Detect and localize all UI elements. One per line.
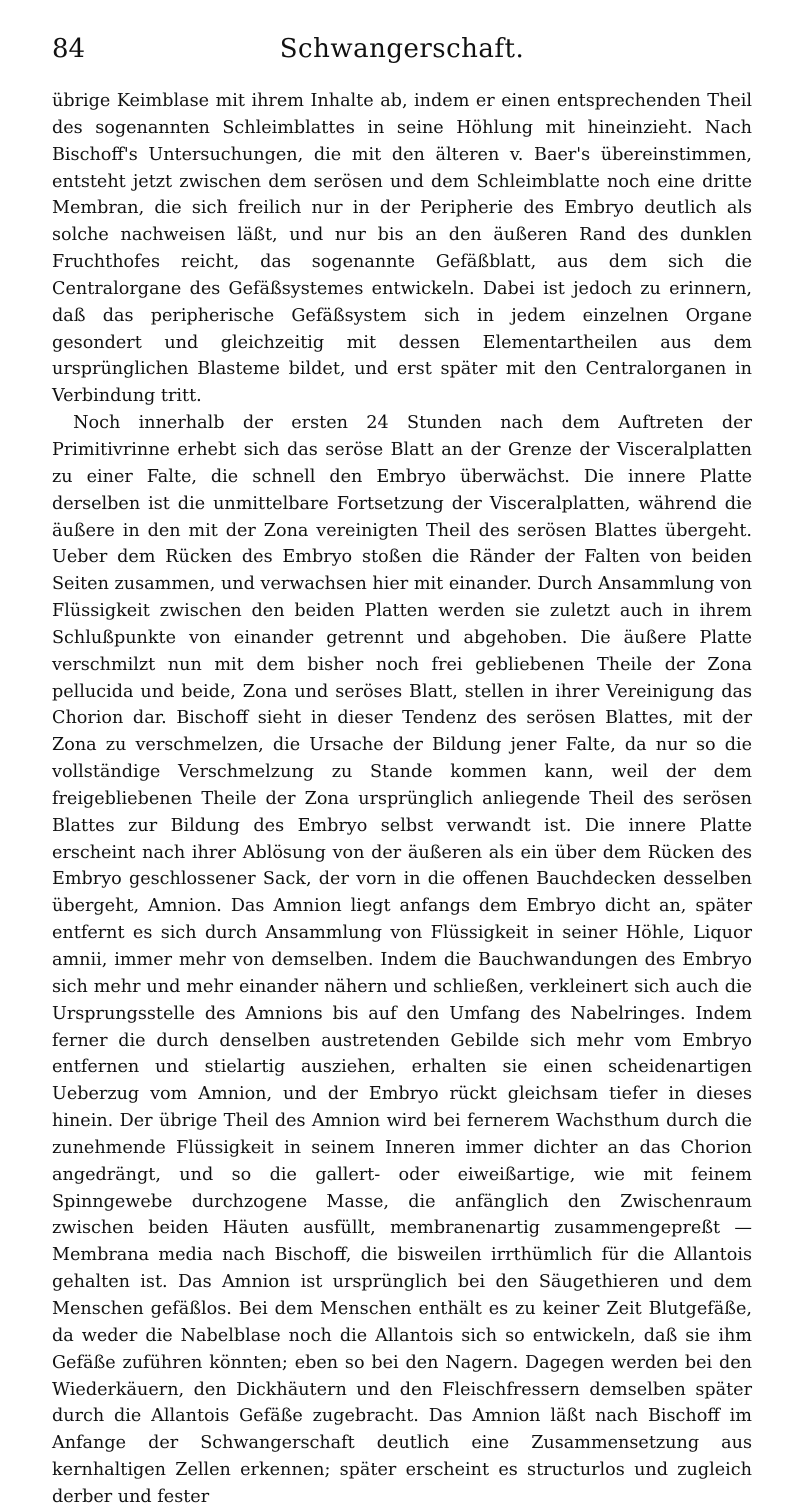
page-number: 84	[52, 34, 86, 64]
body-text	[52, 88, 752, 1511]
paragraph: übrige Keimblase mit ihrem Inhalte ab, indem er einen entsprechenden Theil des sogenannten Schleimblattes in seine Höhlung mit hineinzieht. Nach Bischoff's Untersuchungen, die mit den älteren v. Baer's übereinstimmen, entsteht jetzt zwischen dem serösen und dem Schleimblatte noch eine dritte Membran, die sich freilich nur in der Peripherie des Embryo deutlich als solche nachweisen läßt, und nur bis an den äußeren Rand des dunklen Fruchthofes reicht, das sogenannte Gefäßblatt, aus dem sich die Centralorgane des Gefäßsystemes entwickeln. Dabei ist jedoch zu erinnern, daß das peripherische Gefäßsystem sich in jedem einzelnen Organe gesondert und gleichzeitig mit dessen Elementartheilen aus dem ursprünglichen Blasteme bildet, und erst später mit den Centralorganen in Verbindung tritt.	[52, 91, 752, 407]
running-head: Schwangerschaft.	[279, 34, 525, 64]
page-header	[52, 34, 752, 68]
paragraph: Noch innerhalb der ersten 24 Stunden nach dem Auftreten der Primitivrinne erhebt sich das seröse Blatt an der Grenze der Visceralplatten zu einer Falte, die schnell den Embryo überwächst. Die innere Platte derselben ist die unmittelbare Fortsetzung der Visceralplatten, während die äußere in den mit der Zona vereinigten Theil des serösen Blattes übergeht. Ueber dem Rücken des Embryo stoßen die Ränder der Falten von beiden Seiten zusammen, und verwachsen hier mit einander. Durch Ansammlung von Flüssigkeit zwischen den beiden Platten werden sie zuletzt auch in ihrem Schlußpunkte von einander getrennt und abgehoben. Die äußere Platte verschmilzt nun mit dem bisher noch frei gebliebenen Theile der Zona pellucida und beide, Zona und seröses Blatt, stellen in ihrer Vereinigung das Chorion dar. Bischoff sieht in dieser Tendenz des serösen Blattes, mit der Zona zu verschmelzen, die Ursache der Bildung jener Falte, da nur so die vollständige Verschmelzung zu Stande kommen kann, weil der dem freigebliebenen Theile der Zona ursprünglich anliegende Theil des serösen Blattes zur Bildung des Embryo selbst verwandt ist. Die innere Platte erscheint nach ihrer Ablösung von der äußeren als ein über dem Rücken des Embryo geschlossener Sack, der vorn in die offenen Bauchdecken desselben übergeht, Amnion. Das Amnion liegt anfangs dem Embryo dicht an, später entfernt es sich durch Ansammlung von Flüssigkeit in seiner Höhle, Liquor amnii, immer mehr von demselben. Indem die Bauchwandungen des Embryo sich mehr und mehr einander nähern und schließen, verkleinert sich auch die Ursprungsstelle des Amnions bis auf den Umfang des Nabelringes. Indem ferner die durch denselben austretenden Gebilde sich mehr vom Embryo entfernen und stielartig ausziehen, erhalten sie einen scheidenartigen Ueberzug vom Amnion, und der Embryo rückt gleichsam tiefer in dieses hinein. Der übrige Theil des Amnion wird bei fernerem Wachsthum durch die zunehmende Flüssigkeit in seinem Inneren immer dichter an das Chorion angedrängt, und so die gallert- oder eiweißartige, wie mit feinem Spinngewebe durchzogene Masse, die anfänglich den Zwischenraum zwischen beiden Häuten ausfüllt, membranenartig zusammengepreßt — Membrana media nach Bischoff, die bisweilen irrthümlich für die Allantois gehalten ist. Das Amnion ist ursprünglich bei den Säugethieren und dem Menschen gefäßlos. Bei dem Menschen enthält es zu keiner Zeit Blutgefäße, da weder die Nabelblase noch die Allantois sich so entwickeln, daß sie ihm Gefäße zuführen könnten; eben so bei den Nagern. Dagegen werden bei den Wiederkäuern, den Dickhäutern und den Fleischfressern demselben später durch die Allantois Gefäße zugebracht. Das Amnion läßt nach Bischoff im Anfange der Schwangerschaft deutlich eine Zusammensetzung aus kernhaltigen Zellen erkennen; später erscheint es structurlos und zugleich derber und fester	[52, 413, 752, 1507]
